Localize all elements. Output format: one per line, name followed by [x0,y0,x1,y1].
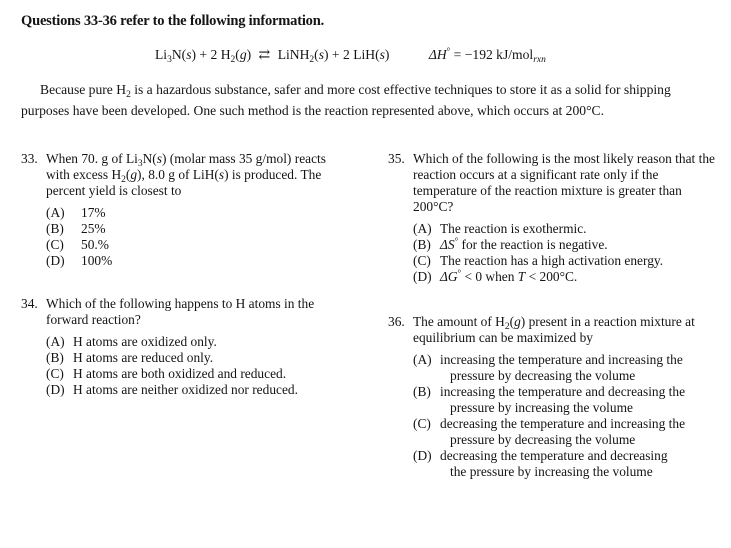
question-36 [388,314,718,480]
question-stem: Which of the following happens to H atoms in the forward reaction? [46,296,315,327]
choice-label: (C) [46,237,64,252]
choice-label: (C) [46,366,64,381]
choice-text: The reaction is exothermic. [440,221,587,236]
choice-text: decreasing the temperature and increasing the pressure by decreasing the volume [440,416,686,447]
choice-label: (A) [413,352,432,367]
answer-choice-b[interactable] [413,384,718,416]
answer-choices [413,221,718,285]
choice-text: 17% [81,205,106,220]
choice-text: ΔG° < 0 when T < 200°C. [440,268,578,284]
question-number: 35. [388,151,405,166]
question-34 [21,296,341,398]
choice-text: decreasing the temperature and decreasing the pressure by increasing the volume [440,448,668,479]
choice-label: (B) [413,237,431,252]
choice-label: (D) [413,269,432,284]
product-linh2: LiNH$_2$(s) [277,47,329,65]
reaction-equation: $Li_3N(s) + 2$ $H_2(g)$ ⇄ LiNH$_2$(s) + 2 LiH(s) ΔH° = −192 kJ/mol$_{rxn}$ [155,46,546,65]
choice-label: (B) [413,384,431,399]
choice-label: (A) [413,221,432,236]
choice-text: H atoms are reduced only. [73,350,214,365]
choice-text: ΔS° for the reaction is negative. [440,236,608,252]
answer-choice-d[interactable] [413,448,718,480]
answer-choice-c[interactable] [46,237,341,253]
question-35 [388,151,718,285]
question-stem: The amount of $H_2(g)$ present in a reaction mixture at equilibrium can be maximized by [413,314,695,345]
enthalpy-change: ΔH° = −192 kJ/mol$_{rxn}$ [428,46,546,65]
choice-label: (C) [413,253,431,268]
question-number: 36. [388,314,405,329]
answer-choice-a[interactable] [413,221,718,237]
answer-choice-a[interactable] [413,352,718,384]
choice-label: (D) [413,448,432,463]
choice-label: (B) [46,350,64,365]
choice-text: H atoms are both oxidized and reduced. [73,366,287,381]
reactant-li3n: $Li_3N(s)$ [155,47,197,65]
question-number: 33. [21,151,38,166]
answer-choice-d[interactable] [413,269,718,285]
product-lih: LiH(s) [353,47,390,62]
choice-text: 50.% [81,237,109,252]
answer-choices [46,334,341,398]
choice-text: 25% [81,221,106,236]
question-stem: Which of the following is the most likely reason that the reaction occurs at a significant rate only if the temperature of the reaction mixture is greater than 200°C? [413,151,715,214]
choice-text: The reaction has a high activation energy. [440,253,664,268]
choice-text: H atoms are neither oxidized nor reduced. [73,382,298,397]
answer-choice-b[interactable] [46,221,341,237]
choice-label: (B) [46,221,64,236]
question-33 [21,151,341,269]
choice-label: (D) [46,253,65,268]
answer-choice-a[interactable] [46,205,341,221]
answer-choice-c[interactable] [46,366,341,382]
choice-label: (A) [46,205,65,220]
question-stem: When 70. g of $Li_3N(s)$ (molar mass 35 g/mol) reacts with excess $H_2(g)$, 8.0 g of LiH(s) is produced. The percent yield is closest to [46,151,326,198]
answer-choice-c[interactable] [413,416,718,448]
passage-text: Because pure $H_2$ is a hazardous substance, safer and more cost effective techniques to store it as a solid for shipping purposes have been developed. One such method is the reaction represented above, which occurs at 200°C. [21,82,671,118]
answer-choice-c[interactable] [413,253,718,269]
section-heading: Questions 33-36 refer to the following information. [21,13,325,29]
choice-label: (C) [413,416,431,431]
choice-label: (D) [46,382,65,397]
answer-choices [46,205,341,269]
choice-label: (A) [46,334,65,349]
question-number: 34. [21,296,38,311]
choice-text: increasing the temperature and increasing the pressure by decreasing the volume [440,352,683,383]
reactant-h2: $H_2(g)$ [220,47,252,65]
answer-choice-d[interactable] [46,253,341,269]
answer-choices [413,352,718,480]
choice-text: H atoms are oxidized only. [73,334,217,349]
answer-choice-b[interactable] [413,237,718,253]
answer-choice-d[interactable] [46,382,341,398]
answer-choice-b[interactable] [46,350,341,366]
choice-text: increasing the temperature and decreasing the pressure by increasing the volume [440,384,686,415]
choice-text: 100% [81,253,113,268]
answer-choice-a[interactable] [46,334,341,350]
equilibrium-arrow-icon: ⇄ [258,48,271,63]
